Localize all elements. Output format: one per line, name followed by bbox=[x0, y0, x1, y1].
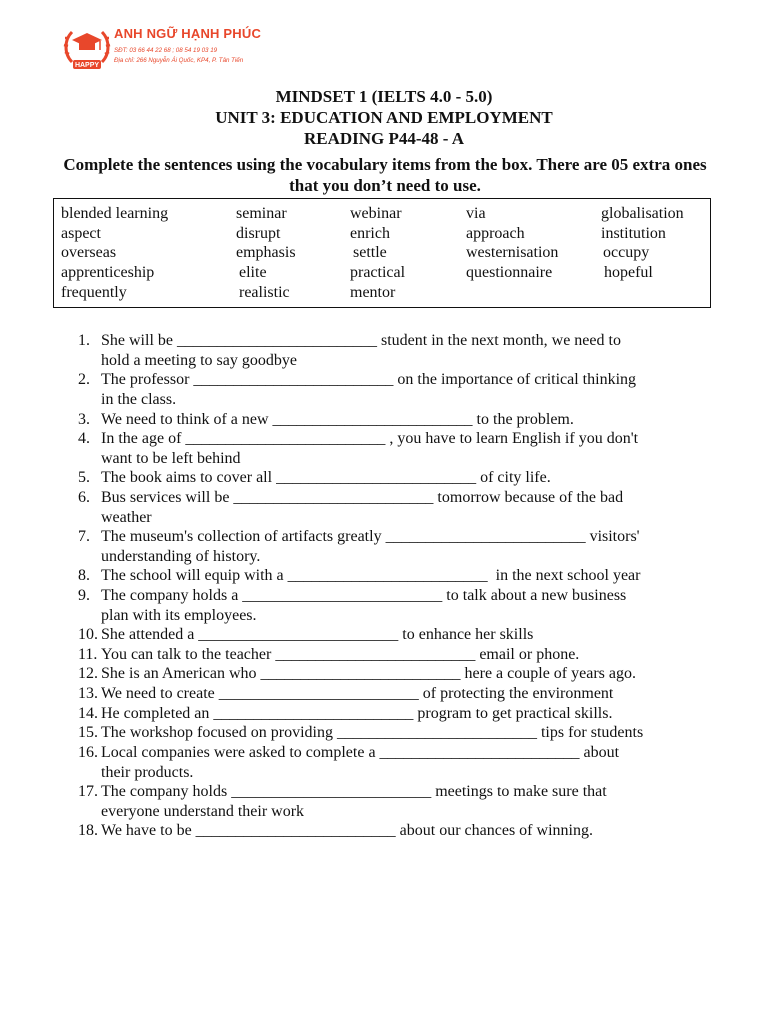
question-line: Local companies were asked to complete a _________________________ about bbox=[101, 744, 620, 761]
question-number: 5. bbox=[78, 469, 90, 486]
vocab-item: blended learning bbox=[61, 205, 169, 222]
question-line: In the age of _________________________ , you have to learn English if you don't bbox=[101, 430, 639, 447]
question-text bbox=[101, 782, 721, 822]
vocab-item: institution bbox=[601, 225, 666, 242]
vocab-item: seminar bbox=[236, 205, 287, 222]
graduation-cap-laurel-icon bbox=[62, 24, 112, 74]
brand-logo bbox=[62, 24, 322, 74]
vocab-item: mentor bbox=[350, 284, 396, 301]
brand-address: Địa chỉ: 266 Nguyễn Ái Quốc, KP4, P. Tân Tiến bbox=[114, 57, 244, 64]
question-line: The museum's collection of artifacts greatly _________________________ visitors' bbox=[101, 528, 640, 545]
question-number: 9. bbox=[78, 587, 90, 604]
question-number: 11. bbox=[78, 646, 98, 663]
question-text bbox=[101, 743, 721, 783]
vocab-item: apprenticeship bbox=[61, 264, 155, 281]
vocab-item: approach bbox=[466, 225, 525, 242]
vocab-item: frequently bbox=[61, 284, 127, 301]
question-number: 7. bbox=[78, 528, 90, 545]
title-section: READING P44-48 - A bbox=[303, 129, 465, 148]
question-line: plan with its employees. bbox=[101, 607, 257, 624]
instruction-text: Complete the sentences using the vocabulary items from the box. There are 05 extra ones that you don’t need to use. bbox=[63, 155, 707, 195]
question-text bbox=[101, 468, 721, 488]
vocab-item: via bbox=[466, 205, 486, 222]
vocab-item: emphasis bbox=[236, 244, 296, 261]
question-number: 4. bbox=[78, 430, 90, 447]
question-line: weather bbox=[101, 509, 152, 526]
question-line: She is an American who _________________________ here a couple of years ago. bbox=[101, 665, 636, 682]
vocab-item: enrich bbox=[350, 225, 390, 242]
question-line: The book aims to cover all _________________________ of city life. bbox=[101, 469, 551, 486]
question-line: The workshop focused on providing _________________________ tips for students bbox=[101, 724, 644, 741]
vocab-item: practical bbox=[350, 264, 406, 281]
vocab-item: globalisation bbox=[601, 205, 684, 222]
question-line: their products. bbox=[101, 764, 194, 781]
question-number: 6. bbox=[78, 489, 90, 506]
question-text bbox=[101, 527, 721, 567]
question-text bbox=[101, 429, 721, 469]
question-line: The company holds a _________________________ to talk about a new business bbox=[101, 587, 627, 604]
question-line: hold a meeting to say goodbye bbox=[101, 352, 297, 369]
question-number: 10. bbox=[78, 626, 98, 643]
vocab-item: elite bbox=[239, 264, 267, 281]
vocabulary-box bbox=[53, 198, 711, 308]
question-line: She will be _________________________ student in the next month, we need to bbox=[101, 332, 621, 349]
question-text bbox=[101, 586, 721, 626]
question-text bbox=[101, 625, 721, 645]
question-number: 15. bbox=[78, 724, 98, 741]
brand-contact bbox=[114, 46, 243, 66]
vocab-item: overseas bbox=[61, 244, 117, 261]
question-number: 3. bbox=[78, 411, 90, 428]
question-line: understanding of history. bbox=[101, 548, 261, 565]
question-number: 2. bbox=[78, 371, 90, 388]
title-unit: UNIT 3: EDUCATION AND EMPLOYMENT bbox=[215, 108, 553, 127]
question-text bbox=[101, 664, 721, 684]
question-number: 16. bbox=[78, 744, 98, 761]
title-course: MINDSET 1 (IELTS 4.0 - 5.0) bbox=[275, 87, 493, 106]
question-text bbox=[101, 331, 721, 371]
question-line: in the class. bbox=[101, 391, 177, 408]
question-number: 14. bbox=[78, 705, 98, 722]
vocab-item: disrupt bbox=[236, 225, 281, 242]
vocab-item: westernisation bbox=[466, 244, 559, 261]
vocab-item: aspect bbox=[61, 225, 101, 242]
question-line: The company holds _________________________ meetings to make sure that bbox=[101, 783, 607, 800]
vocab-item: hopeful bbox=[604, 264, 653, 281]
vocab-item: occupy bbox=[603, 244, 650, 261]
vocab-item: realistic bbox=[239, 284, 290, 301]
question-line: The professor _________________________ on the importance of critical thinking bbox=[101, 371, 637, 388]
question-line: The school will equip with a _________________________ in the next school year bbox=[101, 567, 641, 584]
question-line: want to be left behind bbox=[101, 450, 241, 467]
question-text bbox=[101, 566, 721, 586]
question-text bbox=[101, 645, 721, 665]
question-line: We need to think of a new _________________________ to the problem. bbox=[101, 411, 574, 428]
question-line: We have to be _________________________ about our chances of winning. bbox=[101, 822, 593, 839]
question-line: He completed an _________________________ program to get practical skills. bbox=[101, 705, 613, 722]
vocab-item: questionnaire bbox=[466, 264, 553, 281]
question-text bbox=[101, 821, 721, 841]
vocab-item: webinar bbox=[350, 205, 402, 222]
question-line: everyone understand their work bbox=[101, 803, 305, 820]
question-number: 17. bbox=[78, 783, 98, 800]
vocab-item: settle bbox=[353, 244, 387, 261]
question-number: 12. bbox=[78, 665, 98, 682]
question-number: 8. bbox=[78, 567, 90, 584]
question-text bbox=[101, 704, 721, 724]
question-number: 1. bbox=[78, 332, 90, 349]
question-line: She attended a _________________________ to enhance her skills bbox=[101, 626, 534, 643]
brand-name: ANH NGỮ HẠNH PHÚC bbox=[114, 26, 262, 41]
question-text bbox=[101, 684, 721, 704]
question-number: 13. bbox=[78, 685, 98, 702]
question-line: We need to create _________________________ of protecting the environment bbox=[101, 685, 614, 702]
question-number: 18. bbox=[78, 822, 98, 839]
logo-badge: HAPPY bbox=[74, 62, 100, 70]
question-text bbox=[101, 370, 721, 410]
question-text bbox=[101, 723, 721, 743]
question-line: Bus services will be _________________________ tomorrow because of the bad bbox=[101, 489, 624, 506]
question-line: You can talk to the teacher _________________________ email or phone. bbox=[101, 646, 580, 663]
brand-phone: SĐT: 03 66 44 22 68 ; 08 54 19 03 19 bbox=[114, 47, 218, 54]
worksheet-titles bbox=[0, 86, 768, 149]
question-text bbox=[101, 488, 721, 528]
question-text bbox=[101, 410, 721, 430]
